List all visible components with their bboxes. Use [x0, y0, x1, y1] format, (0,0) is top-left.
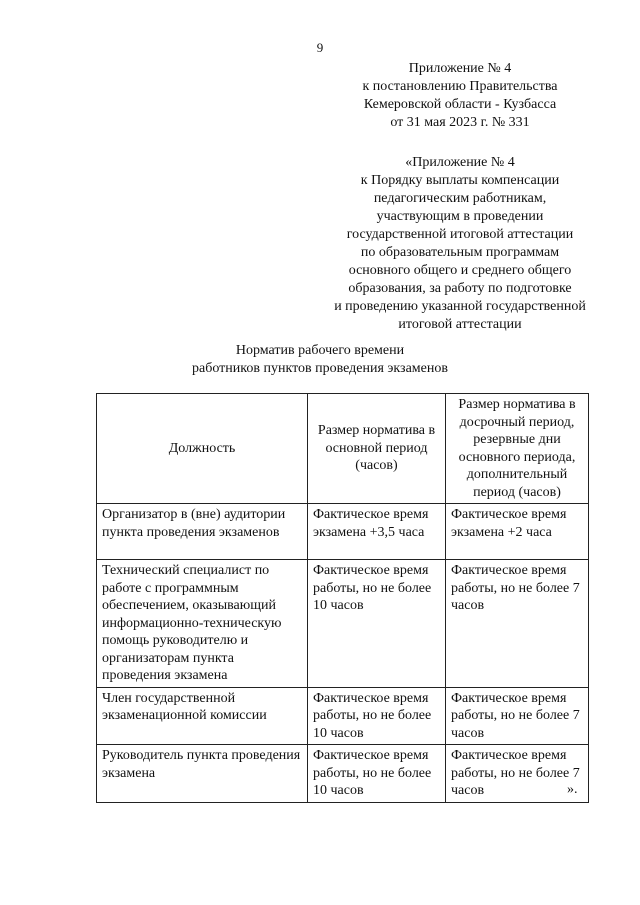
appendix-quote-line: по образовательным программам [360, 245, 560, 260]
cell-position: Технический специалист по работе с программным обеспечением, оказывающий информационно-техническую помощь руководителю и организаторам пункта проведения экзамена [97, 560, 308, 688]
cell-other-period: Фактическое время работы, но не более 7 часов [446, 560, 589, 688]
cell-other-period: Фактическое время экзамена +2 часа [446, 504, 589, 560]
table-row [97, 745, 589, 803]
table-title-line: Норматив рабочего времени [235, 343, 405, 358]
appendix-header-line: к постановлению Правительства [362, 79, 558, 94]
header-other-period: Размер норматива в досрочный период, резервные дни основного периода, дополнительный период (часов) [446, 394, 589, 504]
table-row [97, 560, 589, 688]
table-title [0, 342, 640, 378]
appendix-header-line: Приложение № 4 [408, 61, 512, 76]
cell-position: Руководитель пункта проведения экзамена [97, 745, 308, 803]
cell-main-period: Фактическое время работы, но не более 10 часов [308, 745, 446, 803]
appendix-quote-line: итоговой аттестации [398, 317, 522, 332]
header-main-period: Размер норматива в основной период (часов) [308, 394, 446, 504]
appendix-quote-line: и проведению указанной государственной [334, 299, 586, 314]
appendix-quote-line: к Порядку выплаты компенсации [360, 173, 560, 188]
cell-main-period: Фактическое время работы, но не более 10 часов [308, 687, 446, 745]
cell-main-period: Фактическое время экзамена +3,5 часа [308, 504, 446, 560]
cell-position: Член государственной экзаменационной комиссии [97, 687, 308, 745]
appendix-quote-line: государственной итоговой аттестации [346, 227, 574, 242]
appendix-quote-line: основного общего и среднего общего [348, 263, 572, 278]
cell-main-period: Фактическое время работы, но не более 10 часов [308, 560, 446, 688]
appendix-quote [320, 154, 600, 334]
page-number: 9 [316, 40, 324, 55]
appendix-quote-line: педагогическим работникам, [373, 191, 547, 206]
norms-table [96, 393, 589, 803]
appendix-header [330, 60, 590, 132]
closing-quote-mark: ». [567, 782, 578, 797]
table-row [97, 504, 589, 560]
appendix-quote-line: «Приложение № 4 [405, 155, 515, 170]
appendix-header-line: от 31 мая 2023 г. № 331 [390, 115, 530, 130]
cell-other-period: Фактическое время работы, но не более 7 часов [446, 687, 589, 745]
appendix-header-line: Кемеровской области - Кузбасса [363, 97, 557, 112]
table-title-line: работников пунктов проведения экзаменов [192, 361, 448, 376]
cell-position: Организатор в (вне) аудитории пункта проведения экзаменов [97, 504, 308, 560]
table-row [97, 687, 589, 745]
appendix-quote-line: участвующим в проведении [376, 209, 544, 224]
cell-other-period: Фактическое время работы, но не более 7 часов [446, 745, 589, 803]
table-header-row [97, 394, 589, 504]
appendix-quote-line: образования, за работу по подготовке [348, 281, 572, 296]
header-position: Должность [97, 394, 308, 504]
